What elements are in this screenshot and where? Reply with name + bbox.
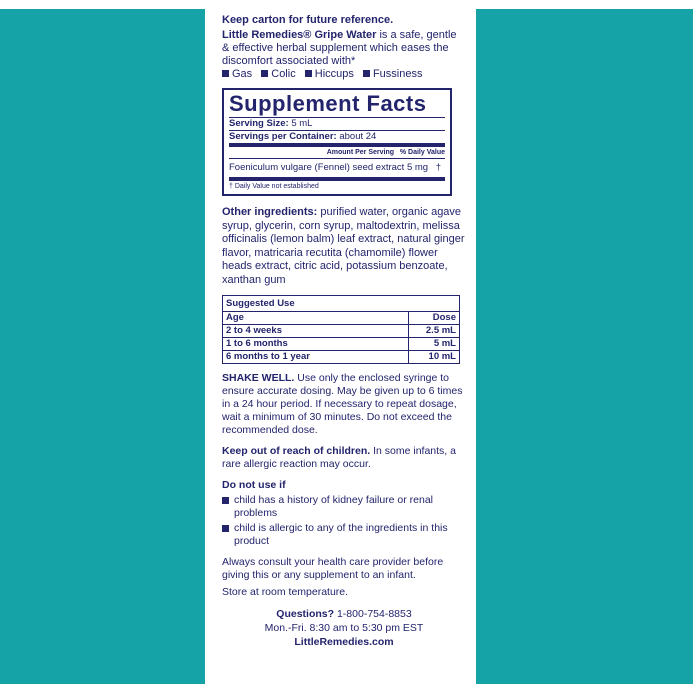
suggested-use-title: Suggested Use: [223, 296, 460, 312]
supplement-facts-title: Supplement Facts: [229, 92, 445, 118]
hours-line: Mon.-Fri. 8:30 am to 5:30 pm EST: [264, 622, 424, 634]
other-ingredients-text: purified water, organic agave syrup, glycerin, corn syrup, maltodextrin, melissa officinalis (lemon balm) leaf extract, natural ginger flavor, matricaria recutita (chamomile) flower heads extract, citric acid, potassium benzoate, xanthan gum: [222, 206, 465, 286]
do-not-use-title: Do not use if: [222, 479, 286, 491]
symptom-item: Fussiness: [363, 68, 423, 80]
warning-text: In some infants, a rare allergic reaction may occur.: [222, 445, 456, 470]
list-item: child is allergic to any of the ingredients in this product: [222, 522, 466, 548]
contact-info: [222, 607, 466, 649]
do-not-use-section: [222, 479, 466, 548]
ingredient-row: [229, 159, 445, 181]
bullet-square-icon: [222, 70, 229, 77]
symptom-item: Colic: [261, 68, 295, 80]
label-panel: [205, 9, 476, 684]
bullet-square-icon: [363, 70, 370, 77]
ingredient-name: Foeniculum vulgare (Fennel) seed extract 5 mg: [229, 162, 429, 173]
age-cell: 6 months to 1 year: [223, 351, 409, 364]
servings-per-container-row: Servings per Container: about 24: [229, 131, 445, 147]
directions-text: Use only the enclosed syringe to ensure accurate dosing. May be given up to 6 times in a 24 hour period. If necessary to repeat dosage, wait a minimum of 30 minutes. Do not exceed the recommended dose.: [222, 372, 463, 436]
warning-label: Keep out of reach of children.: [222, 445, 371, 457]
symptom-list: [222, 68, 466, 81]
list-item: child has a history of kidney failure or renal problems: [222, 494, 466, 520]
suggested-use-table: [222, 295, 460, 364]
consult-note: Always consult your health care provider before giving this or any supplement to an infant.: [222, 556, 444, 581]
brand-name: Little Remedies® Gripe Water: [222, 29, 377, 41]
daily-value-footnote: † Daily Value not established: [229, 183, 319, 190]
symptom-item: Hiccups: [305, 68, 354, 80]
other-ingredients-label: Other ingredients:: [222, 206, 318, 218]
shake-well-label: SHAKE WELL.: [222, 372, 295, 384]
dose-cell: 5 mL: [409, 338, 460, 351]
other-ingredients: [222, 206, 466, 287]
facts-column-header: Amount Per Serving % Daily Value: [229, 147, 445, 159]
intro-text: is a safe, gentle & effective herbal supplement which eases the discomfort associated with*: [222, 29, 457, 67]
do-not-use-list: [222, 494, 466, 548]
table-header-row: [223, 312, 460, 325]
keep-carton-note: Keep carton for future reference.: [222, 14, 394, 26]
dose-header: Dose: [409, 312, 460, 325]
children-warning: [222, 445, 466, 471]
bottom-border: [0, 684, 693, 693]
serving-size-row: Serving Size: 5 mL: [229, 118, 445, 131]
table-row: [223, 338, 460, 351]
table-row: [223, 351, 460, 364]
bullet-square-icon: [305, 70, 312, 77]
supplement-facts-box: [222, 88, 452, 196]
bullet-square-icon: [261, 70, 268, 77]
phone-line: Questions? 1-800-754-8853: [276, 608, 412, 620]
directions: [222, 372, 466, 437]
dose-cell: 10 mL: [409, 351, 460, 364]
age-cell: 2 to 4 weeks: [223, 325, 409, 338]
ingredient-daily-value: †: [435, 162, 441, 173]
bullet-square-icon: [222, 525, 229, 532]
symptom-item: Gas: [222, 68, 252, 80]
table-row: [223, 325, 460, 338]
bullet-square-icon: [222, 497, 229, 504]
top-border: [0, 0, 693, 9]
storage-note: Store at room temperature.: [222, 586, 349, 598]
intro-description: [222, 29, 466, 68]
dose-cell: 2.5 mL: [409, 325, 460, 338]
website-link[interactable]: LittleRemedies.com: [294, 636, 394, 648]
age-cell: 1 to 6 months: [223, 338, 409, 351]
age-header: Age: [223, 312, 409, 325]
